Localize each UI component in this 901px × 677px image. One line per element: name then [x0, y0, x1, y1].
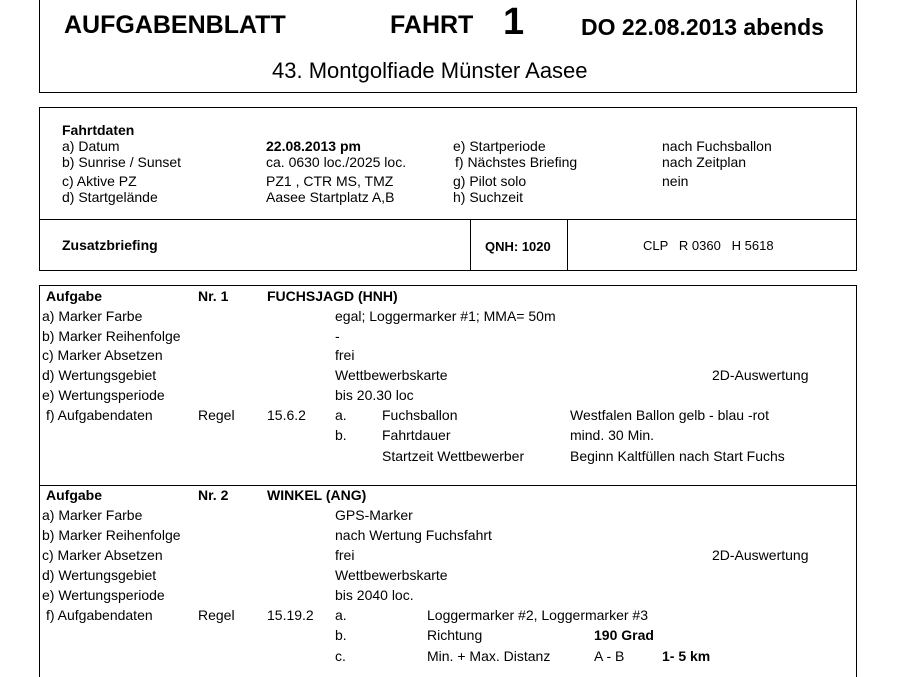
task1-label-absetzen: c) Marker Absetzen: [42, 347, 163, 363]
task1-detail-a-label: Fuchsballon: [382, 407, 458, 423]
task1-regel-number: 15.6.2: [267, 407, 306, 423]
task1-value-marker-farbe: egal; Loggermarker #1; MMA= 50m: [335, 308, 556, 324]
task1-detail-b-letter: b.: [335, 427, 347, 443]
task2-label-reihenfolge: b) Marker Reihenfolge: [42, 527, 181, 543]
fahrtdaten-value-pilot: nein: [662, 173, 689, 189]
task1-value-wertungsgebiet: Wettbewerbskarte: [335, 367, 448, 383]
task2-label-wertungsperiode: e) Wertungsperiode: [42, 587, 165, 603]
task1-border-top: [39, 285, 857, 286]
fahrtdaten-heading: Fahrtdaten: [62, 122, 135, 138]
fahrtdaten-value-startgelaende: Aasee Startplatz A,B: [266, 189, 395, 205]
task2-label-aufgabendaten: f) Aufgabendaten: [46, 607, 153, 623]
task2-label-wertungsgebiet: d) Wertungsgebiet: [42, 567, 157, 583]
task2-name: WINKEL (ANG): [267, 487, 367, 503]
task2-detail-b-letter: b.: [335, 627, 347, 643]
task2-detail-b-label: Richtung: [427, 627, 483, 643]
fahrtdaten-value-briefing: nach Zeitplan: [662, 154, 747, 170]
task1-label-marker-farbe: a) Marker Farbe: [42, 308, 143, 324]
task1-nr: Nr. 1: [198, 288, 229, 304]
fahrtdaten-value-sunrise: ca. 0630 loc./2025 loc.: [266, 154, 407, 170]
task2-value-marker-farbe: GPS-Marker: [335, 507, 413, 523]
fahrtdaten-border-top: [39, 107, 857, 108]
zusatzbriefing-label: Zusatzbriefing: [62, 237, 158, 253]
task1-detail-a-letter: a.: [335, 407, 347, 423]
task2-detail-c-label: Min. + Max. Distanz: [427, 648, 551, 664]
task1-detail-c-value: Beginn Kaltfüllen nach Start Fuchs: [570, 448, 785, 464]
task2-border-top: [39, 485, 857, 486]
fahrt-label: FAHRT: [390, 11, 474, 39]
task1-label-wertungsperiode: e) Wertungsperiode: [42, 387, 165, 403]
task1-label-wertungsgebiet: d) Wertungsgebiet: [42, 367, 157, 383]
clp-value: CLP R 0360 H 5618: [643, 238, 774, 253]
fahrtdaten-label-suchzeit: h) Suchzeit: [453, 189, 524, 205]
task1-label-aufgabendaten: f) Aufgabendaten: [46, 407, 153, 423]
zusatz-divider-qnh-left: [470, 219, 471, 270]
task2-regel-number: 15.19.2: [267, 607, 314, 623]
task1-border-left: [39, 285, 40, 677]
zusatz-border-bottom: [39, 270, 857, 271]
event-subtitle: 43. Montgolfiade Münster Aasee: [272, 58, 588, 83]
task1-regel: Regel: [198, 407, 235, 423]
task2-value-absetzen: frei: [335, 547, 355, 563]
task1-heading: Aufgabe: [46, 288, 102, 304]
task2-value-wertungsperiode: bis 2040 loc.: [335, 587, 414, 603]
task1-detail-a-value: Westfalen Ballon gelb - blau -rot: [570, 407, 769, 423]
header-border-right: [856, 0, 857, 93]
task2-auswertung: 2D-Auswertung: [712, 547, 809, 563]
task1-value-wertungsperiode: bis 20.30 loc: [335, 387, 414, 403]
zusatz-divider-qnh-right: [567, 219, 568, 270]
fahrtdaten-value-pz: PZ1 , CTR MS, TMZ: [266, 173, 394, 189]
fahrtdaten-label-sunrise: b) Sunrise / Sunset: [62, 154, 182, 170]
task1-detail-c-label: Startzeit Wettbewerber: [382, 448, 525, 464]
header-border-bottom: [39, 92, 857, 93]
task2-detail-a-label: Loggermarker #2, Loggermarker #3: [427, 607, 649, 623]
fahrtdaten-value-datum: 22.08.2013 pm: [266, 138, 361, 154]
page-title: AUFGABENBLATT: [64, 11, 286, 39]
header-border-left: [39, 0, 40, 93]
fahrt-number: 1: [503, 1, 525, 43]
task2-label-absetzen: c) Marker Absetzen: [42, 547, 163, 563]
task2-detail-c-value2: 1- 5 km: [662, 648, 711, 664]
task2-detail-a-letter: a.: [335, 607, 347, 623]
fahrtdaten-label-datum: a) Datum: [62, 138, 120, 154]
fahrtdaten-label-pz: c) Aktive PZ: [62, 173, 137, 189]
task2-detail-c-value: A - B: [594, 648, 625, 664]
fahrtdaten-label-startgelaende: d) Startgelände: [62, 189, 158, 205]
task1-value-reihenfolge: -: [335, 328, 340, 344]
task1-label-reihenfolge: b) Marker Reihenfolge: [42, 328, 181, 344]
task1-border-right: [856, 285, 857, 677]
fahrtdaten-border-right: [856, 107, 857, 270]
task2-nr: Nr. 2: [198, 487, 229, 503]
task1-value-absetzen: frei: [335, 347, 355, 363]
task2-heading: Aufgabe: [46, 487, 102, 503]
task2-value-wertungsgebiet: Wettbewerbskarte: [335, 567, 448, 583]
task1-detail-b-label: Fahrtdauer: [382, 427, 451, 443]
fahrtdaten-border-left: [39, 107, 40, 270]
task1-detail-b-value: mind. 30 Min.: [570, 427, 655, 443]
task2-regel: Regel: [198, 607, 235, 623]
fahrtdaten-label-pilot: g) Pilot solo: [453, 173, 527, 189]
event-date: DO 22.08.2013 abends: [581, 14, 824, 40]
fahrtdaten-label-briefing: f) Nächstes Briefing: [455, 154, 578, 170]
task1-name: FUCHSJAGD (HNH): [267, 288, 398, 304]
fahrtdaten-value-startperiode: nach Fuchsballon: [662, 138, 772, 154]
fahrtdaten-label-startperiode: e) Startperiode: [453, 138, 546, 154]
task2-value-reihenfolge: nach Wertung Fuchsfahrt: [335, 527, 492, 543]
fahrtdaten-divider: [39, 219, 857, 220]
task1-auswertung: 2D-Auswertung: [712, 367, 809, 383]
qnh-value: QNH: 1020: [485, 239, 551, 254]
task2-detail-c-letter: c.: [335, 648, 346, 664]
task2-label-marker-farbe: a) Marker Farbe: [42, 507, 143, 523]
task2-detail-b-value: 190 Grad: [594, 627, 654, 643]
